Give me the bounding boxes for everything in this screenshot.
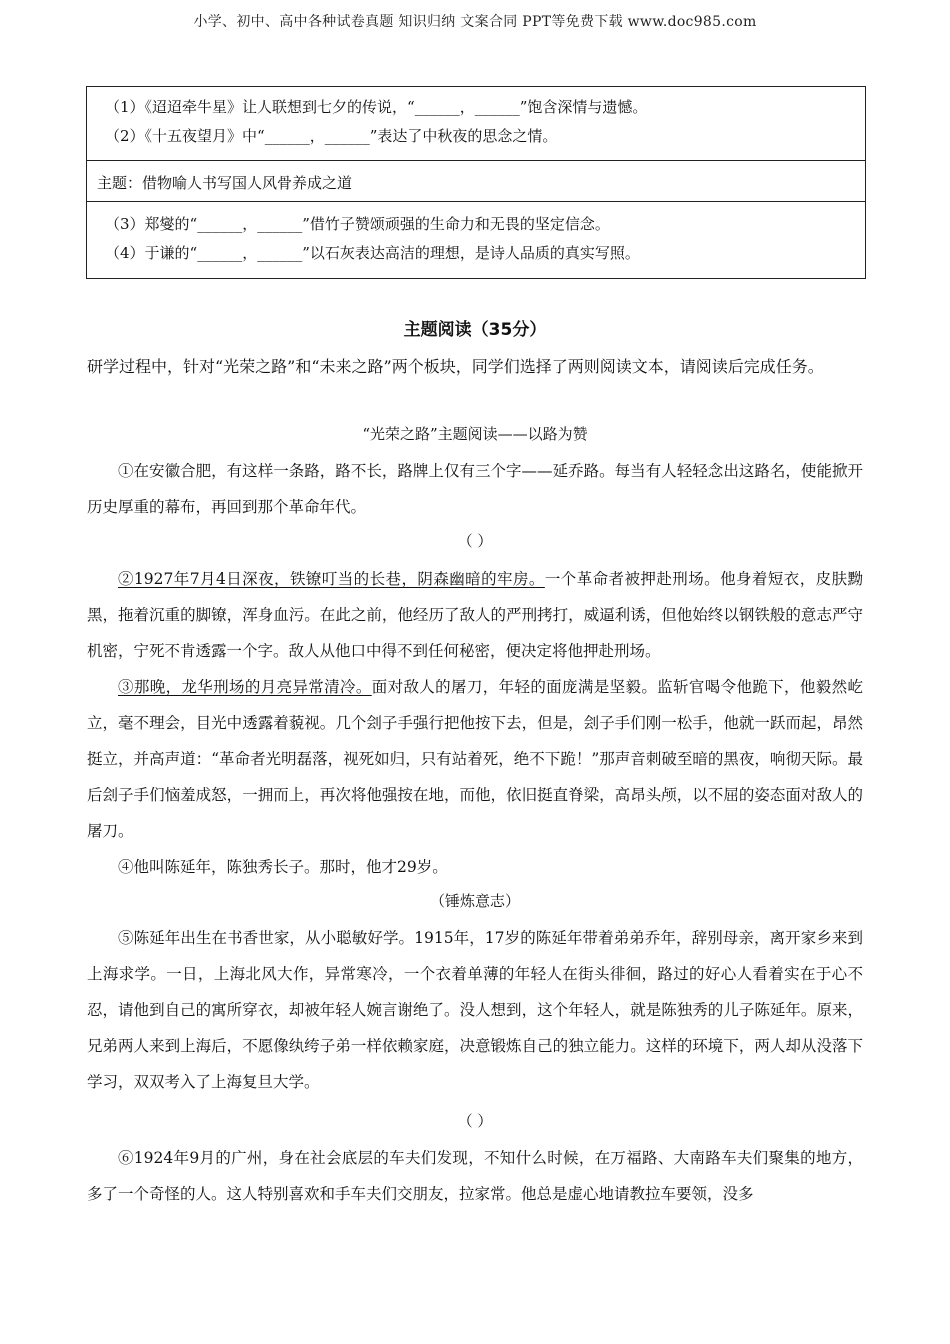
page-header-banner: 小学、初中、高中各种试卷真题 知识归纳 文案合同 PPT等免费下载 www.doc985.com xyxy=(193,14,757,30)
section-title: 主题阅读（35分） xyxy=(403,320,547,340)
paragraph-2-rest: 一个革命者被押赴刑场。他身着短衣，皮肤黝黑，拖着沉重的脚镣，浑身血污。在此之前，他经历了敌人的严刑拷打，威逼利诱，但他始终以钢铁般的意志严守机密，宁死不肯透露一个字。敌人从他口中得不到任何秘密，便决定将他押赴刑场。 xyxy=(87,570,863,660)
blank-heading-1: （ ） xyxy=(457,532,493,550)
section-intro: 研学过程中，针对“光荣之路”和“未来之路”两个板块，同学们选择了两则阅读文本，请阅读后完成任务。 xyxy=(87,357,824,376)
blank-heading-3: （ ） xyxy=(457,1112,493,1130)
question-2: （2）《十五夜望月》中“______，______”表达了中秋夜的思念之情。 xyxy=(105,127,558,145)
article-paragraph-3 xyxy=(87,669,863,849)
reading-subtitle: “光荣之路”主题阅读——以路为赞 xyxy=(362,425,588,443)
article-paragraph-1: ①在安徽合肥，有这样一条路，路不长，路牌上仅有三个字——延乔路。每当有人轻轻念出这路名，使能掀开历史厚重的幕布，再回到那个革命年代。 xyxy=(87,462,863,516)
article-paragraph-6-block xyxy=(87,1140,863,1212)
question-4: （4）于谦的“______，______”以石灰表达高洁的理想，是诗人品质的真实写照。 xyxy=(105,244,640,262)
theme-label: 主题：借物喻人书写国人风骨养成之道 xyxy=(97,174,353,192)
table-row xyxy=(87,161,865,202)
table-row xyxy=(87,202,865,278)
underlined-sentence-2: ②1927年7月4日深夜，铁镣叮当的长巷，阴森幽暗的牢房。 xyxy=(118,570,545,588)
paragraph-3-rest: 面对敌人的屠刀，年轻的面庞满是坚毅。监斩官喝令他跪下，他毅然屹立，毫不理会，目光中透露着藐视。几个刽子手强行把他按下去，但是，刽子手们刚一松手，他就一跃而起，昂然挺立，并高声道：“革命者光明磊落，视死如归，只有站着死，绝不下跪！”那声音刺破至暗的黑夜，响彻天际。最后刽子手们恼羞成怒，一拥而上，再次将他强按在地，而他，依旧挺直脊梁，高昂头颅，以不屈的姿态面对敌人的屠刀。 xyxy=(87,678,863,840)
article-paragraph-4: ④他叫陈延年，陈独秀长子。那时，他才29岁。 xyxy=(118,858,448,876)
article-paragraph-6: ⑥1924年9月的广州，身在社会底层的车夫们发现，不知什么时候，在万福路、大南路车夫们聚集的地方，多了一个奇怪的人。这人特别喜欢和手车夫们交朋友，拉家常。他总是虚心地请教拉车要领，没多 xyxy=(87,1149,863,1203)
question-3: （3）郑燮的“______，______”借竹子赞颂顽强的生命力和无畏的坚定信念。 xyxy=(105,215,610,233)
article-paragraph-5-block xyxy=(87,920,863,1100)
question-1: （1）《迢迢牵牛星》让人联想到七夕的传说，“______，______”饱含深情与遗憾。 xyxy=(105,98,648,116)
underlined-sentence-3: ③那晚，龙华刑场的月亮异常清冷。 xyxy=(118,678,372,696)
table-row xyxy=(87,87,865,161)
article-paragraph-1-block xyxy=(87,453,863,525)
fill-in-table xyxy=(86,86,866,279)
heading-2: （锤炼意志） xyxy=(429,892,520,910)
article-paragraph-2 xyxy=(87,561,863,669)
article-paragraph-5: ⑤陈延年出生在书香世家，从小聪敏好学。1915年，17岁的陈延年带着弟弟乔年，辞别母亲，离开家乡来到上海求学。一日，上海北风大作，异常寒冷，一个衣着单薄的年轻人在街头徘徊，路过的好心人看着实在于心不忍，请他到自己的寓所穿衣，却被年轻人婉言谢绝了。没人想到，这个年轻人，就是陈独秀的儿子陈延年。原来，兄弟两人来到上海后，不愿像纨绔子弟一样依赖家庭，决意锻炼自己的独立能力。这样的环境下，两人却从没落下学习，双双考入了上海复旦大学。 xyxy=(87,929,863,1091)
article-body-block xyxy=(87,561,863,885)
